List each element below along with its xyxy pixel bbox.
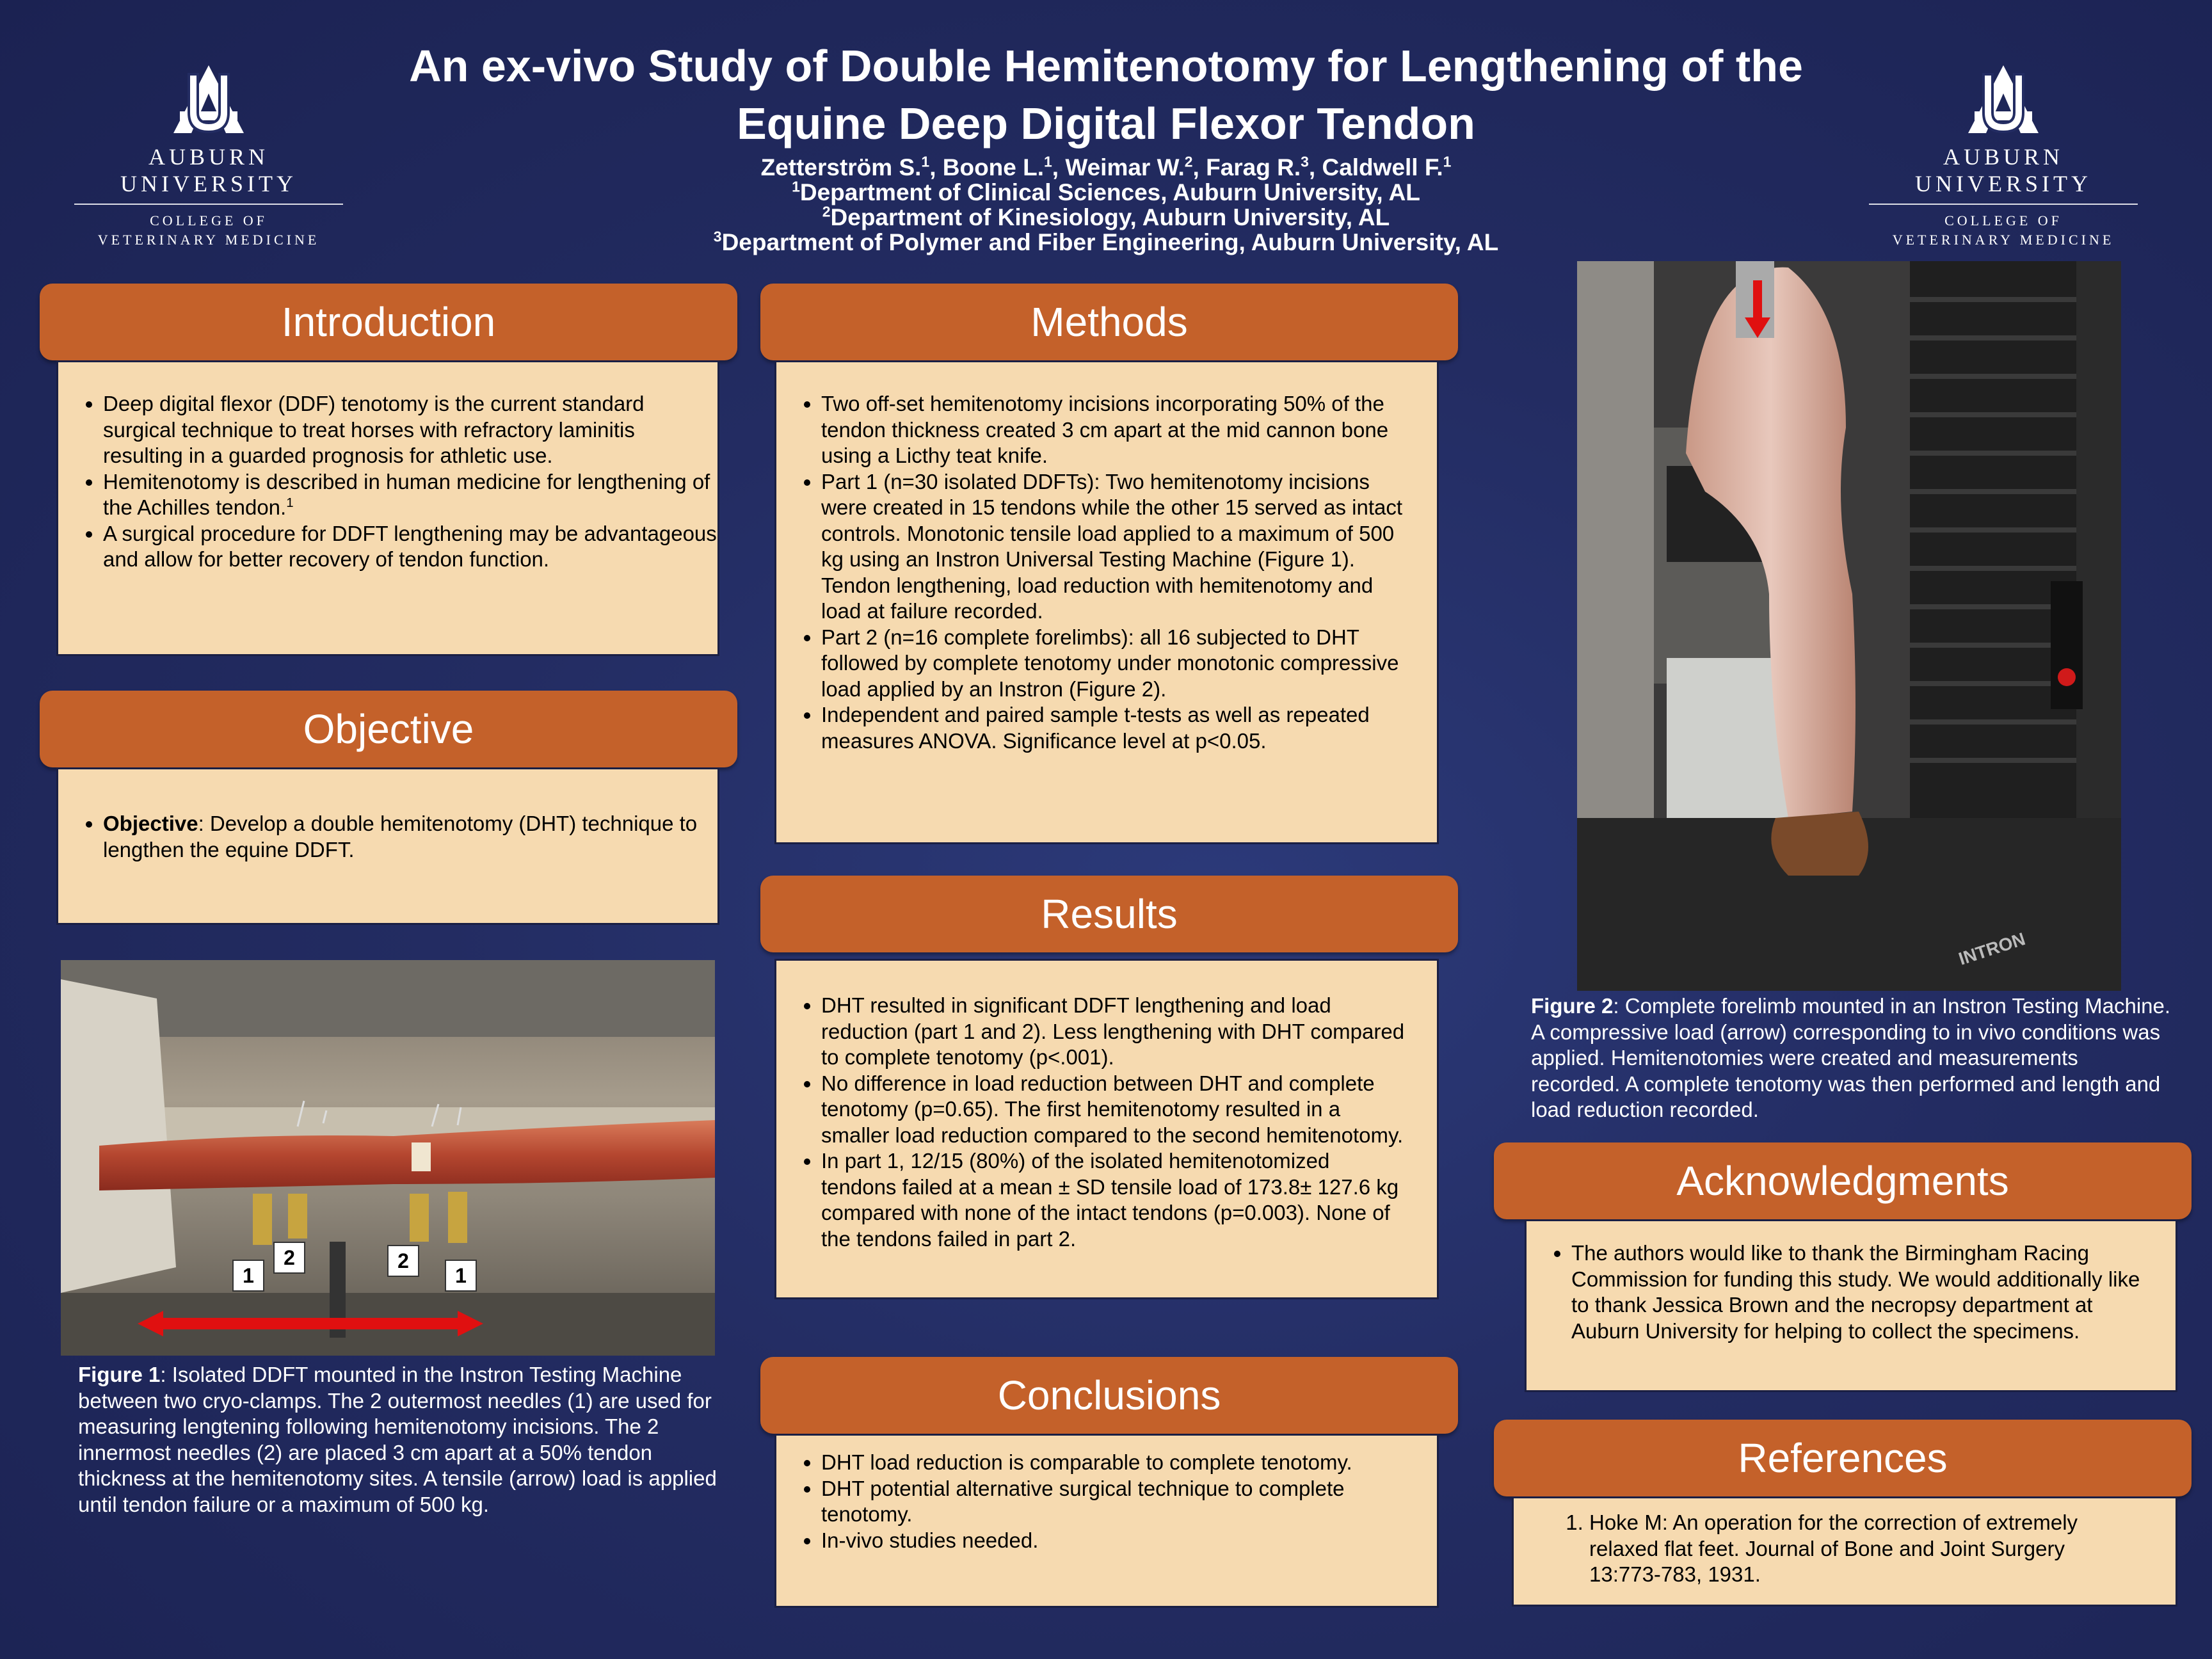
- affiliation: $^2$Department of Kinesiology, Auburn University, AL: [822, 203, 1390, 230]
- poster-title: [307, 37, 1905, 152]
- author-block: [307, 155, 1905, 255]
- logo-college-line2: VETERINARY MEDICINE: [1892, 232, 2115, 248]
- list-item: • A surgical procedure for DDFT lengthening may be advantageous and allow for better recovery of tendon function.: [103, 521, 717, 573]
- list-item: 1. Hoke M: An operation for the correction of extremely relaxed flat feet. Journal of Bone and Joint Surgery 13:773-783, 1931.: [1589, 1510, 2137, 1588]
- objective-box: [56, 767, 719, 925]
- figure1-photo: [61, 960, 715, 1356]
- logo-college-line1: COLLEGE OF: [1944, 212, 2062, 228]
- logo-college-line2: VETERINARY MEDICINE: [97, 232, 320, 248]
- au-monogram-icon: [1955, 61, 2051, 138]
- list-item: • Deep digital flexor (DDF) tenotomy is the current standard surgical technique to treat horses with refractory laminitis resulting in a guarded prognosis for athletic use.: [103, 391, 717, 469]
- introduction-heading: Introduction: [40, 284, 737, 360]
- list-item: • Part 1 (n=30 isolated DDFTs): Two hemitenotomy incisions were created in 15 tendons while the other 15 served as intact controls. Monotonic tensile load applied to a maximum of 500 kg using an Instron Universal Testing Machine (Figure 1). Tendon lengthening, load reduction with hemitenotomy and load at failure recorded.: [821, 469, 1405, 625]
- affiliation: $^3$Department of Polymer and Fiber Engineering, Auburn University, AL: [713, 228, 1499, 255]
- au-monogram-icon: [161, 61, 257, 138]
- results-box: [774, 959, 1439, 1299]
- figure2-photo: [1577, 261, 2121, 991]
- methods-box: [774, 360, 1439, 844]
- introduction-box: [56, 360, 719, 656]
- list-item: • DHT potential alternative surgical technique to complete tenotomy.: [821, 1476, 1405, 1528]
- author: Farag R.$^3$,: [1206, 153, 1322, 180]
- figure1-caption: Figure 1: Isolated DDFT mounted in the Instron Testing Machine between two cryo-clamps. The 2 outermost needles (1) are used for measuring lengtening following hemitenotomy incisions. The 2 innermost needles (2) are placed 3 cm apart at a 50% tendon thickness at the hemitenotomy sites. A tensile (arrow) load is applied until tendon failure or a maximum of 500 kg.: [78, 1363, 717, 1516]
- logo-college-line1: COLLEGE OF: [150, 212, 268, 228]
- tendon-photo-illustration: [61, 960, 715, 1356]
- title-line-1: An ex-vivo Study of Double Hemitenotomy for Lengthening of the: [409, 41, 1803, 91]
- references-box: [1512, 1496, 2177, 1607]
- list-item: • Part 2 (n=16 complete forelimbs): all 16 subjected to DHT followed by complete tenotomy under monotonic compressive load applied by an Instron (Figure 2).: [821, 625, 1405, 703]
- affiliation: $^1$Department of Clinical Sciences, Auburn University, AL: [792, 178, 1420, 205]
- logo-university-name: AUBURN UNIVERSITY: [120, 144, 297, 196]
- list-item: • In-vivo studies needed.: [821, 1528, 1405, 1554]
- conclusions-heading: Conclusions: [760, 1357, 1458, 1434]
- references-heading: References: [1494, 1420, 2192, 1496]
- methods-heading: Methods: [760, 284, 1458, 360]
- title-line-2: Equine Deep Digital Flexor Tendon: [737, 99, 1475, 148]
- needle-label-2: 2: [387, 1245, 419, 1277]
- author-list: [307, 155, 1905, 180]
- machine-brand-text: INTRON: [1956, 929, 2028, 969]
- acknowledgments-box: [1525, 1219, 2177, 1392]
- author: Caldwell F.$^1$: [1322, 153, 1452, 180]
- list-item: • DHT load reduction is comparable to complete tenotomy.: [821, 1450, 1405, 1476]
- logo-university-name: AUBURN UNIVERSITY: [1915, 144, 2092, 196]
- list-item: • No difference in load reduction between DHT and complete tenotomy (p=0.65). The first hemitenotomy resulted in a smaller load reduction compared to the second hemitenotomy.: [821, 1071, 1405, 1149]
- list-item: • Hemitenotomy is described in human medicine for lengthening of the Achilles tendon.$^1$: [103, 469, 717, 521]
- objective-heading: Objective: [40, 691, 737, 767]
- needle-label-1: 1: [232, 1260, 264, 1292]
- author: Weimar W.$^2$,: [1065, 153, 1206, 180]
- needle-label-1: 1: [445, 1260, 477, 1292]
- list-item: • DHT resulted in significant DDFT lengthening and load reduction (part 1 and 2). Less lengthening with DHT compared to complete tenotomy (p<.001).: [821, 993, 1405, 1071]
- results-heading: Results: [760, 876, 1458, 952]
- author: Boone L.$^1$,: [942, 153, 1066, 180]
- list-item: • Independent and paired sample t-tests as well as repeated measures ANOVA. Significance level at p<0.05.: [821, 702, 1405, 754]
- author: Zetterström S.$^1$,: [760, 153, 943, 180]
- list-item: • The authors would like to thank the Birmingham Racing Commission for funding this study. We would additionally like to thank Jessica Brown and the necropsy department at Auburn University for helping to collect the specimens.: [1571, 1240, 2144, 1344]
- list-item: • Two off-set hemitenotomy incisions incorporating 50% of the tendon thickness created 3 cm apart at the mid cannon bone using a Licthy teat knife.: [821, 391, 1405, 469]
- list-item: • Objective: Develop a double hemitenotomy (DHT) technique to lengthen the equine DDFT.: [103, 811, 717, 863]
- list-item: • In part 1, 12/15 (80%) of the isolated hemitenotomized tendons failed at a mean ± SD tensile load of 173.8± 127.6 kg compared with none of the intact tendons (p=0.003). None of the tendons failed in part 2.: [821, 1148, 1405, 1252]
- needle-label-2: 2: [273, 1242, 305, 1274]
- forelimb-photo-illustration: [1577, 261, 2121, 991]
- figure2-caption: Figure 2: Complete forelimb mounted in an Instron Testing Machine. A compressive load (arrow) corresponding to in vivo conditions was applied. Hemitenotomies were created and measurements recorded. A complete tenotomy was then performed and length and load reduction recorded.: [1531, 994, 2171, 1121]
- conclusions-box: [774, 1434, 1439, 1608]
- acknowledgments-heading: Acknowledgments: [1494, 1142, 2192, 1219]
